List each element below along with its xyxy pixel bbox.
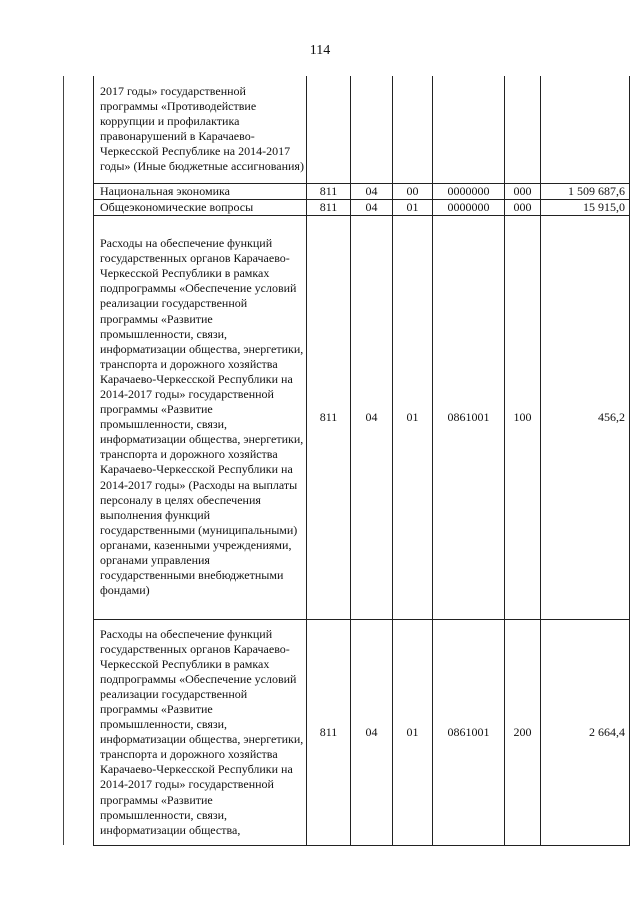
row-expense-type: 200	[505, 619, 541, 845]
row-section	[351, 76, 393, 183]
row-target: 0000000	[433, 183, 505, 199]
row-target: 0000000	[433, 199, 505, 215]
row-amount	[541, 76, 630, 183]
row-subsection	[393, 76, 433, 183]
table-row	[94, 199, 630, 215]
row-ministry: 811	[307, 199, 351, 215]
page-number: 114	[309, 43, 331, 58]
left-margin-line	[63, 76, 64, 845]
row-target: 0861001	[433, 215, 505, 619]
row-expense-type: 000	[505, 199, 541, 215]
row-expense-type	[505, 76, 541, 183]
row-subsection: 01	[393, 215, 433, 619]
row-subsection: 01	[393, 619, 433, 845]
row-amount: 2 664,4	[541, 619, 630, 845]
row-subsection: 01	[393, 199, 433, 215]
row-amount: 15 915,0	[541, 199, 630, 215]
row-description: Общеэкономические вопросы	[94, 199, 307, 215]
table-row	[94, 76, 630, 183]
budget-table	[93, 76, 630, 846]
row-description: Национальная экономика	[94, 183, 307, 199]
row-description: Расходы на обеспечение функций государственных органов Карачаево-Черкесской Республики в рамках подпрограммы «Обеспечение условий реализации государственной программы «Развитие промышленности, связи, информатизации общества, энергетики, транспорта и дорожного хозяйства Карачаево-Черкесской Республики на 2014-2017 годы» государственной программы «Развитие промышленности, связи, информатизации общества, энергетики, транспорта и дорожного хозяйства Карачаево-Черкесской Республики на 2014-2017 годы» (Расходы на выплаты персоналу в целях обеспечения выполнения функций государственными (муниципальными) органами, казенными учреждениями, органами управления государственными внебюджетными фондами)	[94, 215, 307, 619]
row-section: 04	[351, 619, 393, 845]
row-ministry: 811	[307, 183, 351, 199]
row-target	[433, 76, 505, 183]
row-amount: 1 509 687,6	[541, 183, 630, 199]
row-ministry: 811	[307, 215, 351, 619]
row-section: 04	[351, 215, 393, 619]
row-section: 04	[351, 199, 393, 215]
row-expense-type: 100	[505, 215, 541, 619]
row-expense-type: 000	[505, 183, 541, 199]
table-row	[94, 183, 630, 199]
table-row	[94, 619, 630, 845]
row-description: 2017 годы» государственной программы «Противодействие коррупции и профилактика правонарушений в Карачаево-Черкесской Республике на 2014-2017 годы» (Иные бюджетные ассигнования)	[94, 76, 307, 183]
row-description: Расходы на обеспечение функций государственных органов Карачаево-Черкесской Республики в рамках подпрограммы «Обеспечение условий реализации государственной программы «Развитие промышленности, связи, информатизации общества, энергетики, транспорта и дорожного хозяйства Карачаево-Черкесской Республики на 2014-2017 годы» государственной программы «Развитие промышленности, связи, информатизации общества,	[94, 619, 307, 845]
row-amount: 456,2	[541, 215, 630, 619]
row-subsection: 00	[393, 183, 433, 199]
row-section: 04	[351, 183, 393, 199]
row-ministry	[307, 76, 351, 183]
row-target: 0861001	[433, 619, 505, 845]
table-row	[94, 215, 630, 619]
row-ministry: 811	[307, 619, 351, 845]
